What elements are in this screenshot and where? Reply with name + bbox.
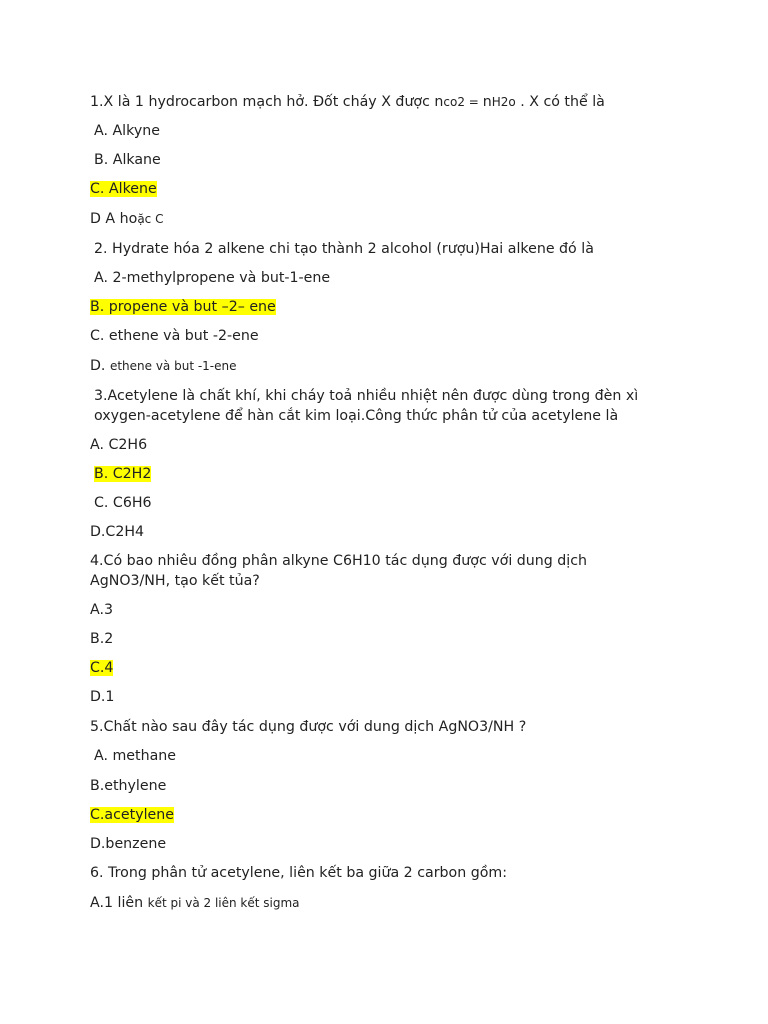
question-1-option-d: [90, 209, 728, 229]
question-5-option-b: B.ethylene: [90, 778, 167, 794]
question-1-subscript-co2: co2 =: [443, 95, 483, 109]
question-4-option-a: A.3: [90, 602, 113, 618]
question-3-option-b: [90, 464, 728, 484]
question-3-option-c: C. C6H6: [94, 495, 152, 511]
question-2-option-a: A. 2-methylpropene và but-1-ene: [94, 270, 331, 286]
question-1-option-b: B. Alkane: [94, 152, 161, 168]
question-1-option-c: [90, 179, 728, 199]
question-4-option-d: D.1: [90, 689, 115, 705]
question-5-stem: 5.Chất nào sau đây tác dụng được với dung dịch AgNO3/NH ?: [90, 719, 527, 735]
question-2-option-d-text: D.: [90, 358, 110, 374]
question-6-option-a-text: A.1 liên: [90, 895, 148, 911]
question-1-stem-end: . X có thể là: [515, 94, 605, 110]
question-2-option-d: [90, 356, 728, 376]
question-4-option-b: B.2: [90, 631, 114, 647]
question-5-answer-highlight: C.acetylene: [90, 807, 174, 823]
question-1-stem-text: 1.X là 1 hydrocarbon mạch hở. Đốt cháy X được n: [90, 94, 444, 110]
question-4-option-c: [90, 658, 728, 678]
question-2-option-d-small: ethene và but -1-ene: [109, 359, 237, 373]
question-3-stem: 3.Acetylene là chất khí, khi cháy toả nhiều nhiệt nên được dùng trong đèn xì oxygen-acetylene để hàn cắt kim loại.Công thức phân tử của acetylene là: [94, 388, 639, 424]
question-6-stem: 6. Trong phân tử acetylene, liên kết ba giữa 2 carbon gồm:: [90, 865, 508, 881]
question-5-option-c: [90, 805, 728, 825]
question-5-option-a: A. methane: [94, 748, 176, 764]
question-2-option-b: [90, 297, 728, 317]
question-3-answer-highlight: B. C2H2: [94, 466, 152, 482]
question-3-option-d: D.C2H4: [90, 524, 145, 540]
question-4-answer-highlight: C.4: [90, 660, 114, 676]
question-2-option-c: C. ethene và but -2-ene: [90, 328, 259, 344]
question-1-option-d-text: D A ho: [90, 211, 138, 227]
question-4-stem: 4.Có bao nhiêu đồng phân alkyne C6H10 tác dụng được với dung dịch AgNO3/NH, tạo kết tủa?: [90, 553, 588, 589]
question-6-option-a-small: kết pi và 2 liên kết sigma: [147, 896, 300, 910]
question-1-subscript-h2o: H2o: [491, 95, 516, 109]
question-1-option-d-small: ặc C: [137, 212, 164, 226]
question-1-answer-highlight: C. Alkene: [90, 181, 157, 197]
question-2-stem: 2. Hydrate hóa 2 alkene chi tạo thành 2 alcohol (rượu)Hai alkene đó là: [94, 241, 594, 257]
question-1-stem: [90, 92, 728, 112]
question-6-option-a: [90, 893, 728, 913]
question-5-option-d: D.benzene: [90, 836, 167, 852]
question-2-answer-highlight: B. propene và but –2– ene: [90, 299, 276, 315]
question-1-n: n: [482, 94, 492, 110]
question-1-option-a: A. Alkyne: [94, 123, 160, 139]
question-3-option-a: A. C2H6: [90, 437, 148, 453]
